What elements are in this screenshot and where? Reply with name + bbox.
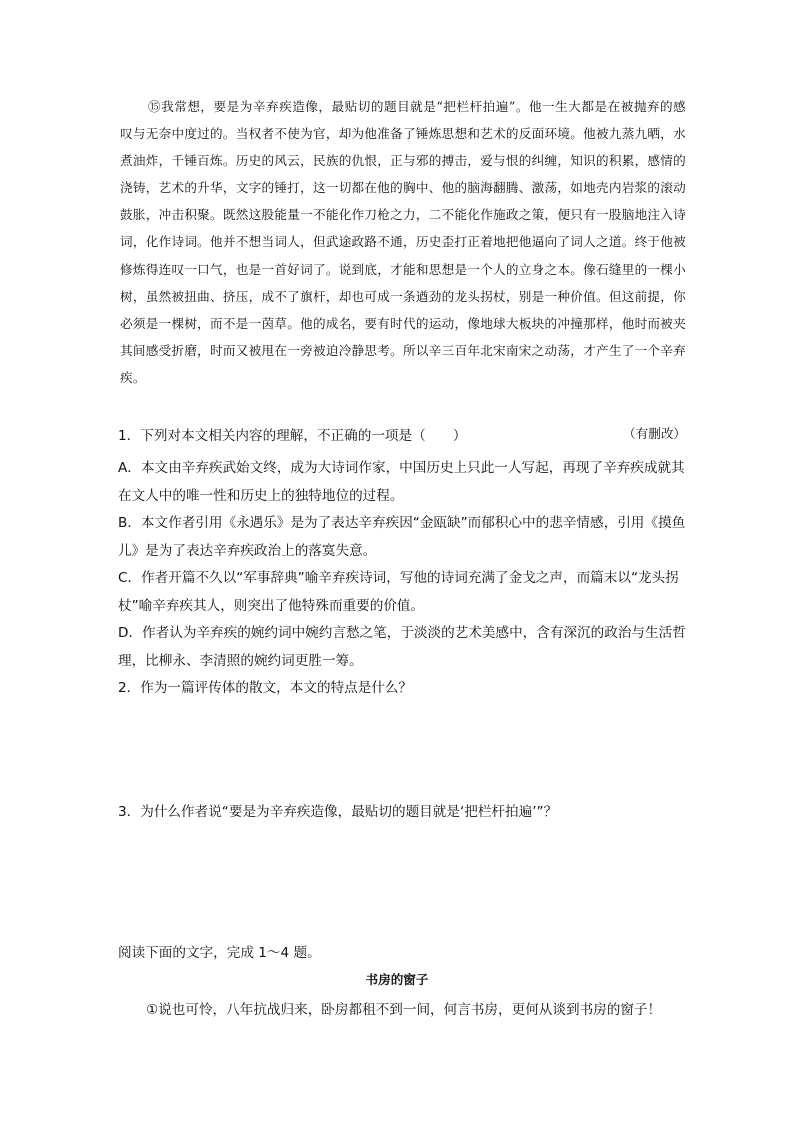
- question-1-option-d: D．作者认为辛弃疾的婉约词中婉约言愁之笔，于淡淡的艺术美感中，含有深沉的政治与生活哲理，比柳永、李清照的婉约词更胜一筹。: [118, 625, 686, 669]
- question-1-option-b: B．本文作者引用《永遇乐》是为了表达辛弃疾因“金瓯缺”而郁积心中的悲辛情感，引用《摸鱼儿》是为了表达辛弃疾政治上的落寞失意。: [118, 515, 686, 559]
- passage-paragraph-15: ⑮我常想，要是为辛弃疾造像，最贴切的题目就是“把栏杆拍遍”。他一生大都是在被抛弃的感叹与无奈中度过的。当权者不使为官，却为他准备了锤炼思想和艺术的反面环境。他被九蒸九晒，水煮油炸，千锤百炼。历史的风云，民族的仇恨，正与邪的搏击，爱与恨的纠缠，知识的积累，感情的浇铸，艺术的升华，文字的锤打，这一切都在他的胸中、他的脑海翻腾、激荡，如地壳内岩浆的滚动鼓胀，冲击积聚。既然这股能量一不能化作刀枪之力，二不能化作施政之策，便只有一股脑地注入诗词，化作诗词。他并不想当词人，但武途政路不通，历史歪打正着地把他逼向了词人之道。终于他被修炼得连叹一口气，也是一首好词了。说到底，才能和思想是一个人的立身之本。像石缝里的一棵小树，虽然被扭曲、挤压，成不了旗杆，却也可成一条遒劲的龙头拐杖，别是一种价值。但这前提，你必须是一棵树，而不是一茵草。他的成名，要有时代的运动，像地球大板块的冲撞那样，他时而被夹其间感受折磨，时而又被甩在一旁被迫冷静思考。所以辛三百年北宋南宋之动荡，才产生了一个辛弃疾。: [120, 99, 686, 385]
- article-paragraph-1: ①说也可怜，八年抗战归来，卧房都租不到一间，何言书房，更何从谈到书房的窗子！: [146, 1002, 662, 1018]
- question-2-stem: 2．作为一篇评传体的散文，本文的特点是什么？: [118, 680, 413, 696]
- question-1: [118, 423, 688, 451]
- question-3: [118, 799, 688, 827]
- question-1-stem: 1．下列对本文相关内容的理解，不正确的一项是（ ）: [118, 428, 467, 444]
- question-1-option-c: C．作者开篇不久以“军事辞典”喻辛弃疾诗词，写他的诗词充满了金戈之声，而篇末以“龙头拐杖”喻辛弃疾其人，则突出了他特殊而重要的价值。: [118, 570, 679, 614]
- question-3-stem: 3．为什么作者说“要是为辛弃疾造像，最贴切的题目就是‘把栏杆拍遍’”？: [118, 804, 558, 820]
- article-title: 书房的窗子: [365, 972, 429, 987]
- source-note: （有删改）: [623, 426, 686, 441]
- question-1-options: [118, 455, 688, 675]
- question-1-option-a: A．本文由辛弃疾武始文终，成为大诗词作家，中国历史上只此一人写起，再现了辛弃疾成就其在文人中的唯一性和历史上的独特地位的过程。: [118, 460, 685, 504]
- question-2: [118, 675, 688, 703]
- reading-instruction: 阅读下面的文字，完成 1～4 题。: [118, 945, 321, 961]
